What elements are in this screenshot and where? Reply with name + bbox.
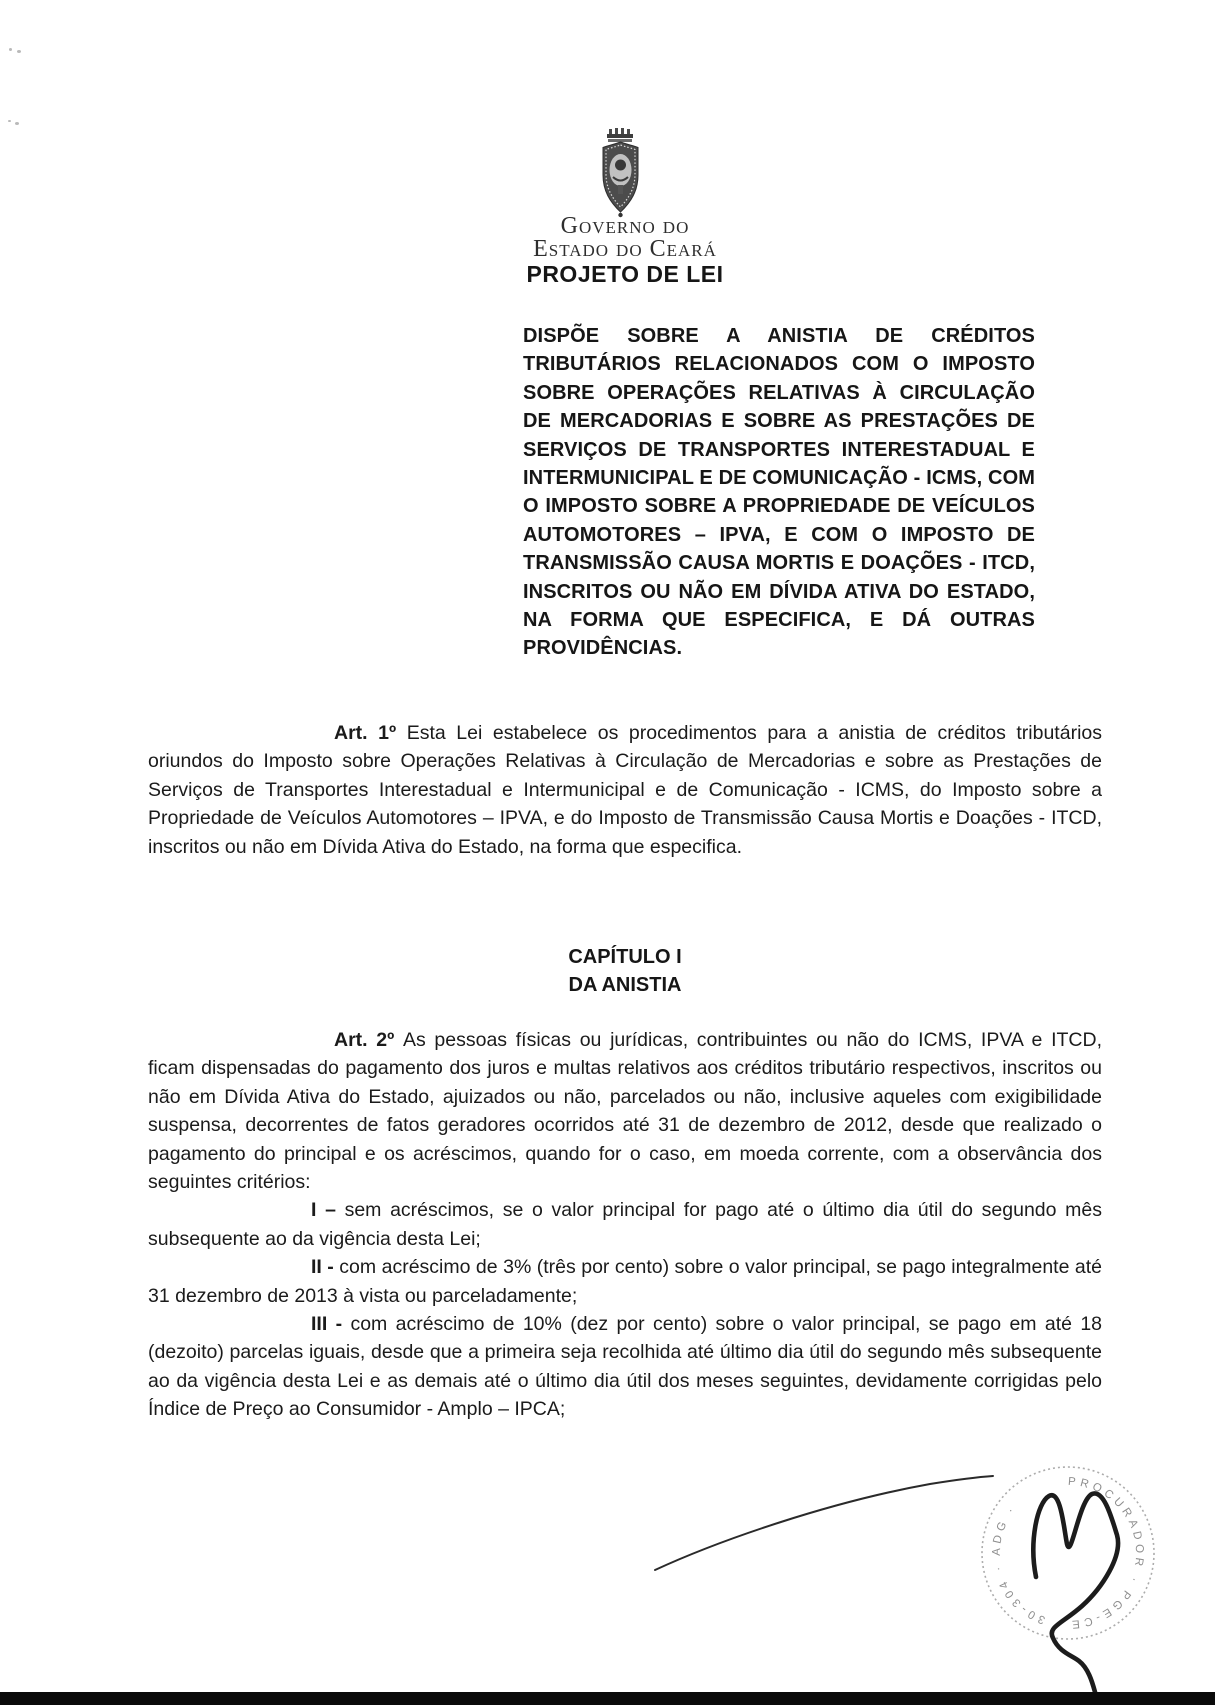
signature-and-stamp-area (600, 1440, 1215, 1705)
chapter-title: CAPÍTULO I (568, 946, 682, 968)
item-3-label: III - (311, 1313, 343, 1336)
scan-noise-speck (8, 120, 11, 122)
article-2-text: As pessoas físicas ou jurídicas, contribuintes ou não do ICMS, IPVA e ITCD, ficam dispensadas do pagamento dos juros e multas relativos aos créditos tributário respectivos, inscritos ou não em Dívida Ativa do Estado, ajuizados ou não, parcelados ou não, inclusive aqueles com exigibilidade suspensa, decorrentes de fatos geradores ocorridos até 31 de dezembro de 2012, desde que realizado o pagamento do principal e os acréscimos, quando for o caso, em moeda corrente, com a observância dos seguintes critérios: (148, 1029, 1102, 1194)
article-2-label: Art. 2º (334, 1029, 395, 1051)
document-title: PROJETO DE LEI (526, 261, 724, 287)
article-2 (148, 1026, 1102, 1196)
scan-noise-speck (9, 48, 12, 51)
signature-underline-stroke (655, 1476, 993, 1570)
chapter-subtitle: DA ANISTIA (568, 974, 682, 997)
stamp-ring-text: PROCURADOR · PGE-CE · 30-304 · ADG · (990, 1475, 1146, 1631)
item-2-label: II - (311, 1256, 334, 1279)
scan-noise-speck (15, 122, 19, 125)
item-2-text: com acréscimo de 3% (três por cento) sobre o valor principal, se pago integralmente até 31 dezembro de 2013 à vista ou parceladamente; (148, 1256, 1103, 1307)
government-org-line1: Governo do (560, 213, 690, 239)
article-2-block (148, 1026, 1102, 1424)
item-1-text: sem acréscimos, se o valor principal for pago até o último dia útil do segundo mês subsequente ao da vigência desta Lei; (148, 1199, 1102, 1250)
scan-edge-bar (0, 1692, 1215, 1705)
article-2-item-1 (148, 1196, 1102, 1253)
article-2-item-3 (148, 1310, 1102, 1424)
article-1 (148, 719, 1102, 861)
stamp-ring-icon (982, 1467, 1154, 1639)
signature-stroke (1033, 1493, 1118, 1692)
government-org-line2: Estado do Ceará (533, 236, 717, 262)
chapter-heading (148, 943, 1102, 1000)
article-1-label: Art. 1º (334, 722, 397, 744)
ceara-coat-of-arms-icon (597, 127, 645, 219)
ementa-summary: DISPÕE SOBRE A ANISTIA DE CRÉDITOS TRIBUTÁRIOS RELACIONADOS COM O IMPOSTO SOBRE OPERAÇÕES RELATIVAS À CIRCULAÇÃO DE MERCADORIAS E SOBRE AS PRESTAÇÕES DE SERVIÇOS DE TRANSPORTES INTERESTADUAL E INTERMUNICIPAL E DE COMUNICAÇÃO - ICMS, COM O IMPOSTO SOBRE A PROPRIEDADE DE VEÍCULOS AUTOMOTORES – IPVA, E COM O IMPOSTO DE TRANSMISSÃO CAUSA MORTIS E DOAÇÕES - ITCD, INSCRITOS OU NÃO EM DÍVIDA ATIVA DO ESTADO, NA FORMA QUE ESPECIFICA, E DÁ OUTRAS PROVIDÊNCIAS. (523, 325, 1035, 660)
item-1-label: I – (311, 1199, 336, 1222)
item-3-text: com acréscimo de 10% (dez por cento) sobre o valor principal, se pago em até 18 (dezoito) parcelas iguais, desde que a primeira seja recolhida até último dia útil do segundo mês subsequente ao da vigência desta Lei e as demais até o último dia útil dos meses seguintes, devidamente corrigidas pelo Índice de Preço ao Consumidor - Amplo – IPCA; (148, 1313, 1103, 1421)
article-2-item-2 (148, 1253, 1102, 1310)
scan-noise-speck (17, 50, 21, 53)
article-1-text: Esta Lei estabelece os procedimentos para a anistia de créditos tributários oriundos do Imposto sobre Operações Relativas à Circulação de Mercadorias e sobre as Prestações de Serviços de Transportes Interestadual e Intermunicipal e de Comunicação - ICMS, do Imposto sobre a Propriedade de Veículos Automotores – IPVA, e do Imposto de Transmissão Causa Mortis e Doações - ITCD, inscritos ou não em Dívida Ativa do Estado, na forma que especifica. (148, 722, 1102, 858)
